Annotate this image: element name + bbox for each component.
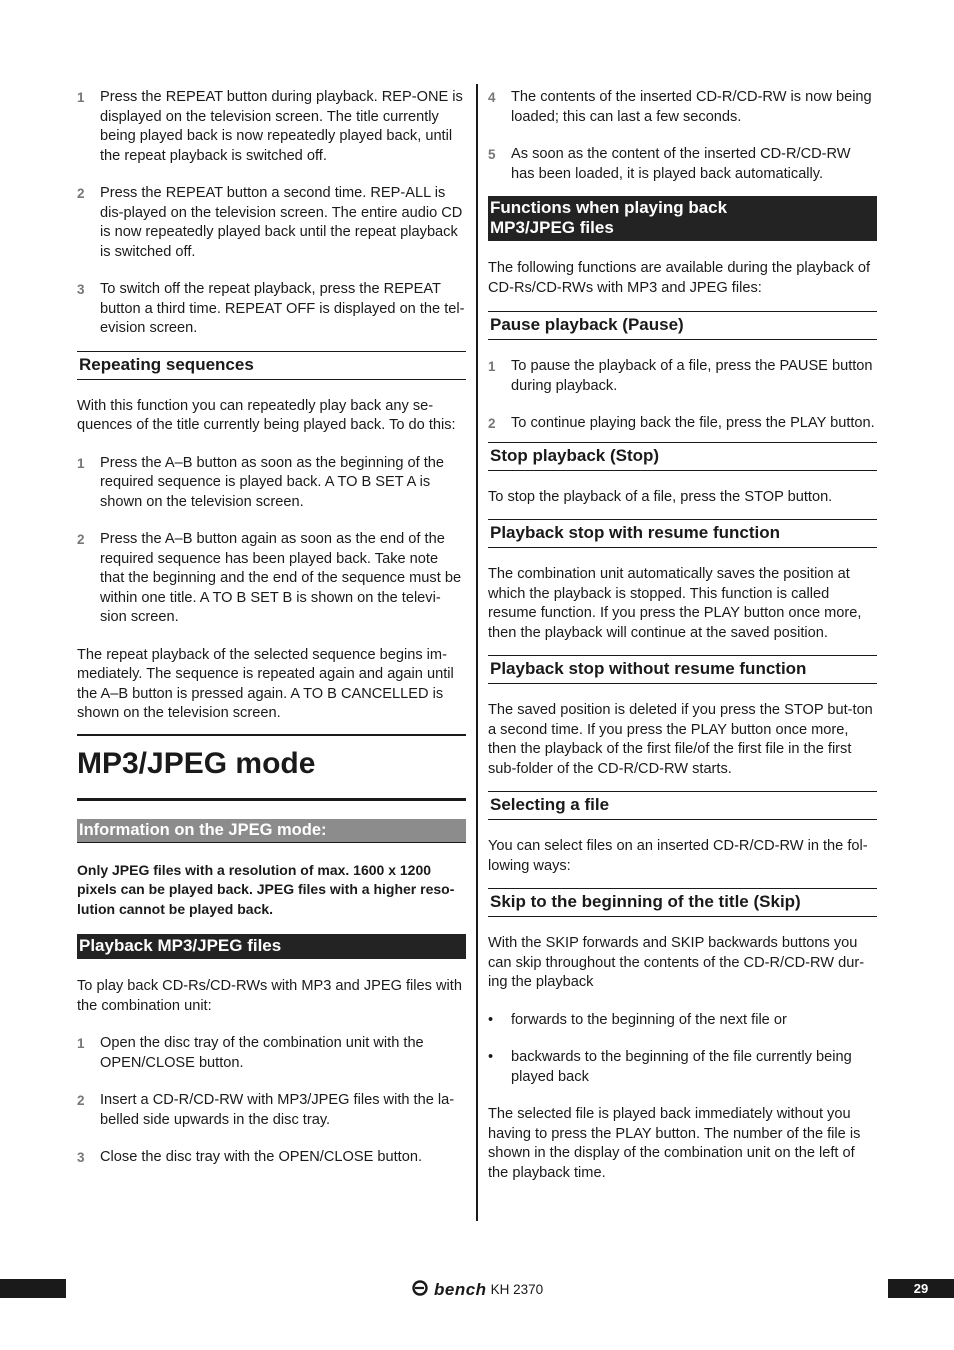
step-number: 2 bbox=[488, 416, 496, 431]
step-number: 2 bbox=[77, 532, 85, 547]
section-heading-jpeg-info: Information on the JPEG mode: bbox=[77, 819, 466, 843]
chapter-title: MP3/JPEG mode bbox=[77, 734, 466, 801]
step-text: Press the REPEAT button during playback. REP-ONE is displayed on the television screen. The title currently being played back is now repeatedly played back, until the repeat playback is switched off. bbox=[100, 89, 463, 164]
step-text: As soon as the content of the inserted CD-R/CD-RW has been loaded, it is played back automatically. bbox=[511, 146, 851, 182]
section-heading-pause: Pause playback (Pause) bbox=[488, 311, 877, 340]
skip-outro: The selected file is played back immediately without you having to press the PLAY button. The number of the file is shown in the display of the combination unit on the left of the playback time. bbox=[488, 1106, 861, 1181]
step-number: 1 bbox=[77, 90, 85, 105]
step-text: Press the A–B button as soon as the beginning of the required sequence is played back. A TO B SET A is shown on the television screen. bbox=[100, 454, 445, 510]
step-text: Press the REPEAT button a second time. REP-ALL is dis-played on the television screen. The entire audio CD is now repeatedly played back until the repeat playback is switched off. bbox=[100, 185, 463, 260]
step-item bbox=[488, 357, 877, 396]
step-number: 2 bbox=[77, 1093, 85, 1108]
step-text: Press the A–B button again as soon as the end of the required sequence has been played back. Take note that the beginning and the end of the sequence must be within one title. A TO B SET B is shown on the televi-sion screen. bbox=[100, 531, 462, 625]
step-text: To switch off the repeat playback, press the REPEAT button a third time. REPEAT OFF is displayed on the tel-evision screen. bbox=[100, 281, 465, 336]
step-item bbox=[77, 1034, 466, 1073]
step-item bbox=[77, 454, 466, 513]
bullet-dot-icon: • bbox=[488, 1049, 494, 1065]
section-heading-resume: Playback stop with resume function bbox=[488, 519, 877, 548]
step-item bbox=[488, 145, 877, 184]
no-resume-text: The saved position is deleted if you press the STOP but-ton a second time. If you press the PLAY button once more, then the playback of the first file/of the first file in the first sub-folder of the CD-R/CD-RW starts. bbox=[488, 702, 873, 777]
step-text: Insert a CD-R/CD-RW with MP3/JPEG files with the la-belled side upwards in the disc tray. bbox=[100, 1092, 455, 1128]
footer-bar bbox=[0, 1279, 66, 1298]
bullet-text: backwards to the beginning of the file currently being played back bbox=[511, 1049, 852, 1085]
bullet-item bbox=[488, 1048, 877, 1087]
repeating-outro: The repeat playback of the selected sequence begins im-mediately. The sequence is repeated again and again until the A–B button is pressed again. A TO B CANCELLED is shown on the television screen. bbox=[77, 646, 454, 721]
bullet-text: forwards to the beginning of the next file or bbox=[511, 1011, 787, 1028]
step-number: 1 bbox=[77, 1036, 85, 1051]
skip-intro: With the SKIP forwards and SKIP backwards buttons you can skip throughout the contents of the CD-R/CD-RW dur-ing the playback bbox=[488, 935, 865, 990]
step-item bbox=[77, 184, 466, 262]
column-divider bbox=[476, 84, 478, 1221]
step-number: 3 bbox=[77, 282, 85, 297]
step-text: Open the disc tray of the combination unit with the OPEN/CLOSE button. bbox=[100, 1035, 424, 1071]
step-item bbox=[77, 1148, 466, 1168]
repeating-intro: With this function you can repeatedly play back any se-quences of the title currently being played back. To do this: bbox=[77, 397, 456, 433]
section-heading-playback-files: Playback MP3/JPEG files bbox=[77, 934, 466, 959]
step-item bbox=[77, 88, 466, 166]
section-heading-stop: Stop playback (Stop) bbox=[488, 442, 877, 471]
resume-text: The combination unit automatically saves the position at which the playback is stopped. This function is called resume function. If you press the PLAY button once more, then the playback will continue at the saved position. bbox=[488, 566, 862, 641]
functions-heading-line2: MP3/JPEG files bbox=[490, 218, 614, 237]
step-number: 1 bbox=[488, 359, 496, 374]
step-text: The contents of the inserted CD-R/CD-RW is now being loaded; this can last a few seconds. bbox=[511, 89, 872, 125]
brand-logo-icon bbox=[410, 1280, 430, 1301]
functions-heading-line1: Functions when playing back bbox=[490, 198, 728, 217]
step-number: 3 bbox=[77, 1150, 85, 1165]
model-number: KH 2370 bbox=[490, 1282, 544, 1297]
playback-intro: To play back CD-Rs/CD-RWs with MP3 and JPEG files with the combination unit: bbox=[77, 978, 462, 1014]
step-text: To pause the playback of a file, press the PAUSE button during playback. bbox=[511, 358, 873, 394]
step-item bbox=[77, 530, 466, 628]
step-item bbox=[488, 88, 877, 127]
section-heading-repeating-sequences: Repeating sequences bbox=[77, 351, 466, 380]
left-column bbox=[77, 88, 466, 1186]
page-number: 29 bbox=[888, 1279, 954, 1298]
functions-intro: The following functions are available during the playback of CD-Rs/CD-RWs with MP3 and JPEG files: bbox=[488, 260, 871, 296]
section-heading-skip: Skip to the beginning of the title (Skip) bbox=[488, 888, 877, 917]
step-item bbox=[488, 414, 877, 434]
select-text: You can select files on an inserted CD-R/CD-RW in the fol-lowing ways: bbox=[488, 838, 868, 874]
section-heading-select-file: Selecting a file bbox=[488, 791, 877, 820]
bullet-item bbox=[488, 1011, 877, 1031]
step-number: 4 bbox=[488, 90, 496, 105]
step-item bbox=[77, 280, 466, 339]
section-heading-no-resume: Playback stop without resume function bbox=[488, 655, 877, 684]
step-number: 1 bbox=[77, 455, 85, 471]
step-text: Close the disc tray with the OPEN/CLOSE button. bbox=[100, 1149, 423, 1165]
section-heading-functions bbox=[488, 196, 877, 241]
step-item bbox=[77, 1091, 466, 1130]
step-number: 5 bbox=[488, 147, 496, 162]
bullet-dot-icon: • bbox=[488, 1011, 494, 1028]
step-number: 2 bbox=[77, 186, 85, 201]
step-text: To continue playing back the file, press the PLAY button. bbox=[511, 415, 875, 431]
brand-logo: bench bbox=[434, 1280, 487, 1299]
stop-text: To stop the playback of a file, press the STOP button. bbox=[488, 488, 833, 505]
right-column bbox=[488, 88, 877, 1201]
jpeg-info-text: Only JPEG files with a resolution of max. 1600 x 1200 pixels can be played back. JPEG files with a higher reso-lution cannot be played back. bbox=[77, 861, 455, 917]
footer-brand bbox=[410, 1280, 543, 1300]
